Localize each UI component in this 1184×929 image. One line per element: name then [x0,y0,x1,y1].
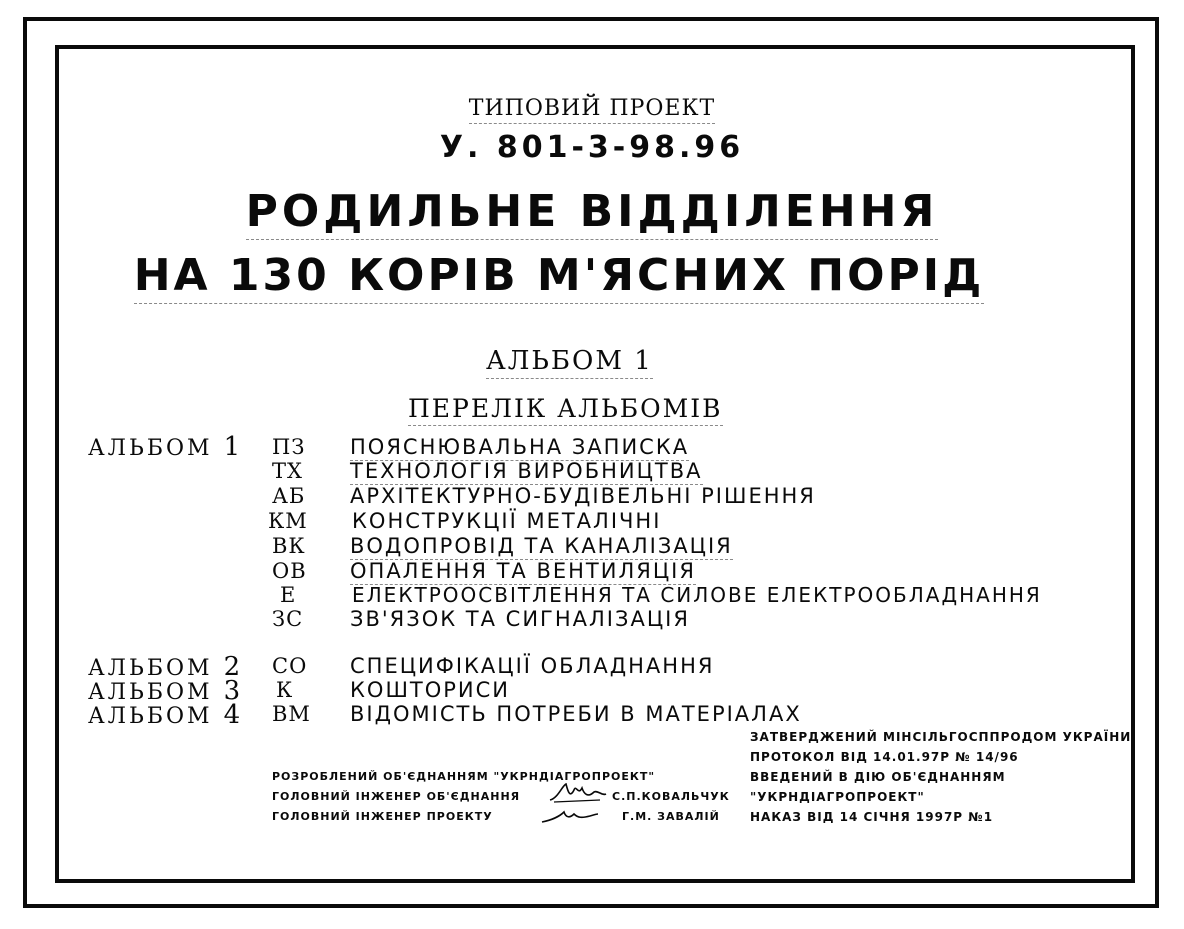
album-4-label: АЛЬБОМ 4 [88,700,241,730]
list-heading [408,396,723,421]
chief-engineer-project-name: Г.М. ЗАВАЛІЙ [622,810,720,823]
section-name: ВІДОМІСТЬ ПОТРЕБИ В МАТЕРІАЛАХ [350,702,802,726]
signature-zavaliy [540,806,600,826]
chief-engineer-project-label: ГОЛОВНИЙ ІНЖЕНЕР ПРОЕКТУ [272,810,493,823]
chief-engineer-org-label: ГОЛОВНИЙ ІНЖЕНЕР ОБ'ЄДНАННЯ [272,790,521,803]
approval-line: ВВЕДЕНИЙ В ДІЮ ОБ'ЄДНАННЯМ [750,770,1006,784]
approval-line: "УКРНДІАГРОПРОЕКТ" [750,790,925,804]
section-code: Е [280,583,297,607]
section-name: ЕЛЕКТРООСВІТЛЕННЯ ТА СИЛОВЕ ЕЛЕКТРООБЛАДНАННЯ [352,583,1042,607]
section-name: КОШТОРИСИ [350,678,510,702]
section-code: ПЗ [272,435,306,459]
section-code: ВМ [272,702,311,726]
album-label: АЛЬБОМ 1 [486,346,653,379]
approval-line: ЗАТВЕРДЖЕНИЙ МІНСІЛЬГОСППРОДОМ УКРАЇНИ [750,730,1132,744]
page-title-1: РОДИЛЬНЕ ВІДДІЛЕННЯ [246,186,939,240]
section-code: К [276,678,294,702]
list-heading-text: ПЕРЕЛІК АЛЬБОМІВ [408,394,723,426]
chief-engineer-org-name: С.П.КОВАЛЬЧУК [612,790,730,803]
section-code: ВК [272,534,306,558]
section-code: СО [272,654,308,678]
approval-line: ПРОТОКОЛ ВІД 14.01.97Р № 14/96 [750,750,1019,764]
project-type: ТИПОВИЙ ПРОЕКТ [469,96,715,124]
project-number: У. 801-3-98.96 [439,130,745,165]
album-heading [486,348,653,374]
album-2-label: АЛЬБОМ 2 [88,652,241,682]
page-title-2: НА 130 КОРІВ М'ЯСНИХ ПОРІД [134,250,985,304]
album-1-label: АЛЬБОМ 1 [88,432,241,462]
developer-line: РОЗРОБЛЕНИЙ ОБ'ЄДНАННЯМ "УКРНДІАГРОПРОЕКТ" [272,770,656,783]
title-line-1 [0,186,1184,237]
title-line-2 [0,250,1118,301]
section-code: КМ [268,509,308,533]
section-name: ТЕХНОЛОГІЯ ВИРОБНИЦТВА [350,459,703,483]
section-code: ТХ [272,459,303,483]
project-number-line [0,130,1184,165]
approval-line: НАКАЗ ВІД 14 СІЧНЯ 1997Р №1 [750,810,994,824]
section-name: КОНСТРУКЦІЇ МЕТАЛІЧНІ [352,509,662,533]
section-name: ЗВ'ЯЗОК ТА СИГНАЛІЗАЦІЯ [350,607,690,631]
section-name: АРХІТЕКТУРНО-БУДІВЕЛЬНІ РІШЕННЯ [350,484,816,508]
section-name: СПЕЦИФІКАЦІЇ ОБЛАДНАННЯ [350,654,715,678]
section-code: ОВ [272,559,307,583]
section-name: ПОЯСНЮВАЛЬНА ЗАПИСКА [350,435,690,459]
section-name: ОПАЛЕННЯ ТА ВЕНТИЛЯЦІЯ [350,559,696,583]
section-name: ВОДОПРОВІД ТА КАНАЛІЗАЦІЯ [350,534,733,558]
section-code: ЗС [272,607,304,631]
album-3-label: АЛЬБОМ 3 [88,676,241,706]
signature-kovalchuk [548,780,608,806]
section-code: АБ [272,484,306,508]
project-type-line [0,98,1184,120]
